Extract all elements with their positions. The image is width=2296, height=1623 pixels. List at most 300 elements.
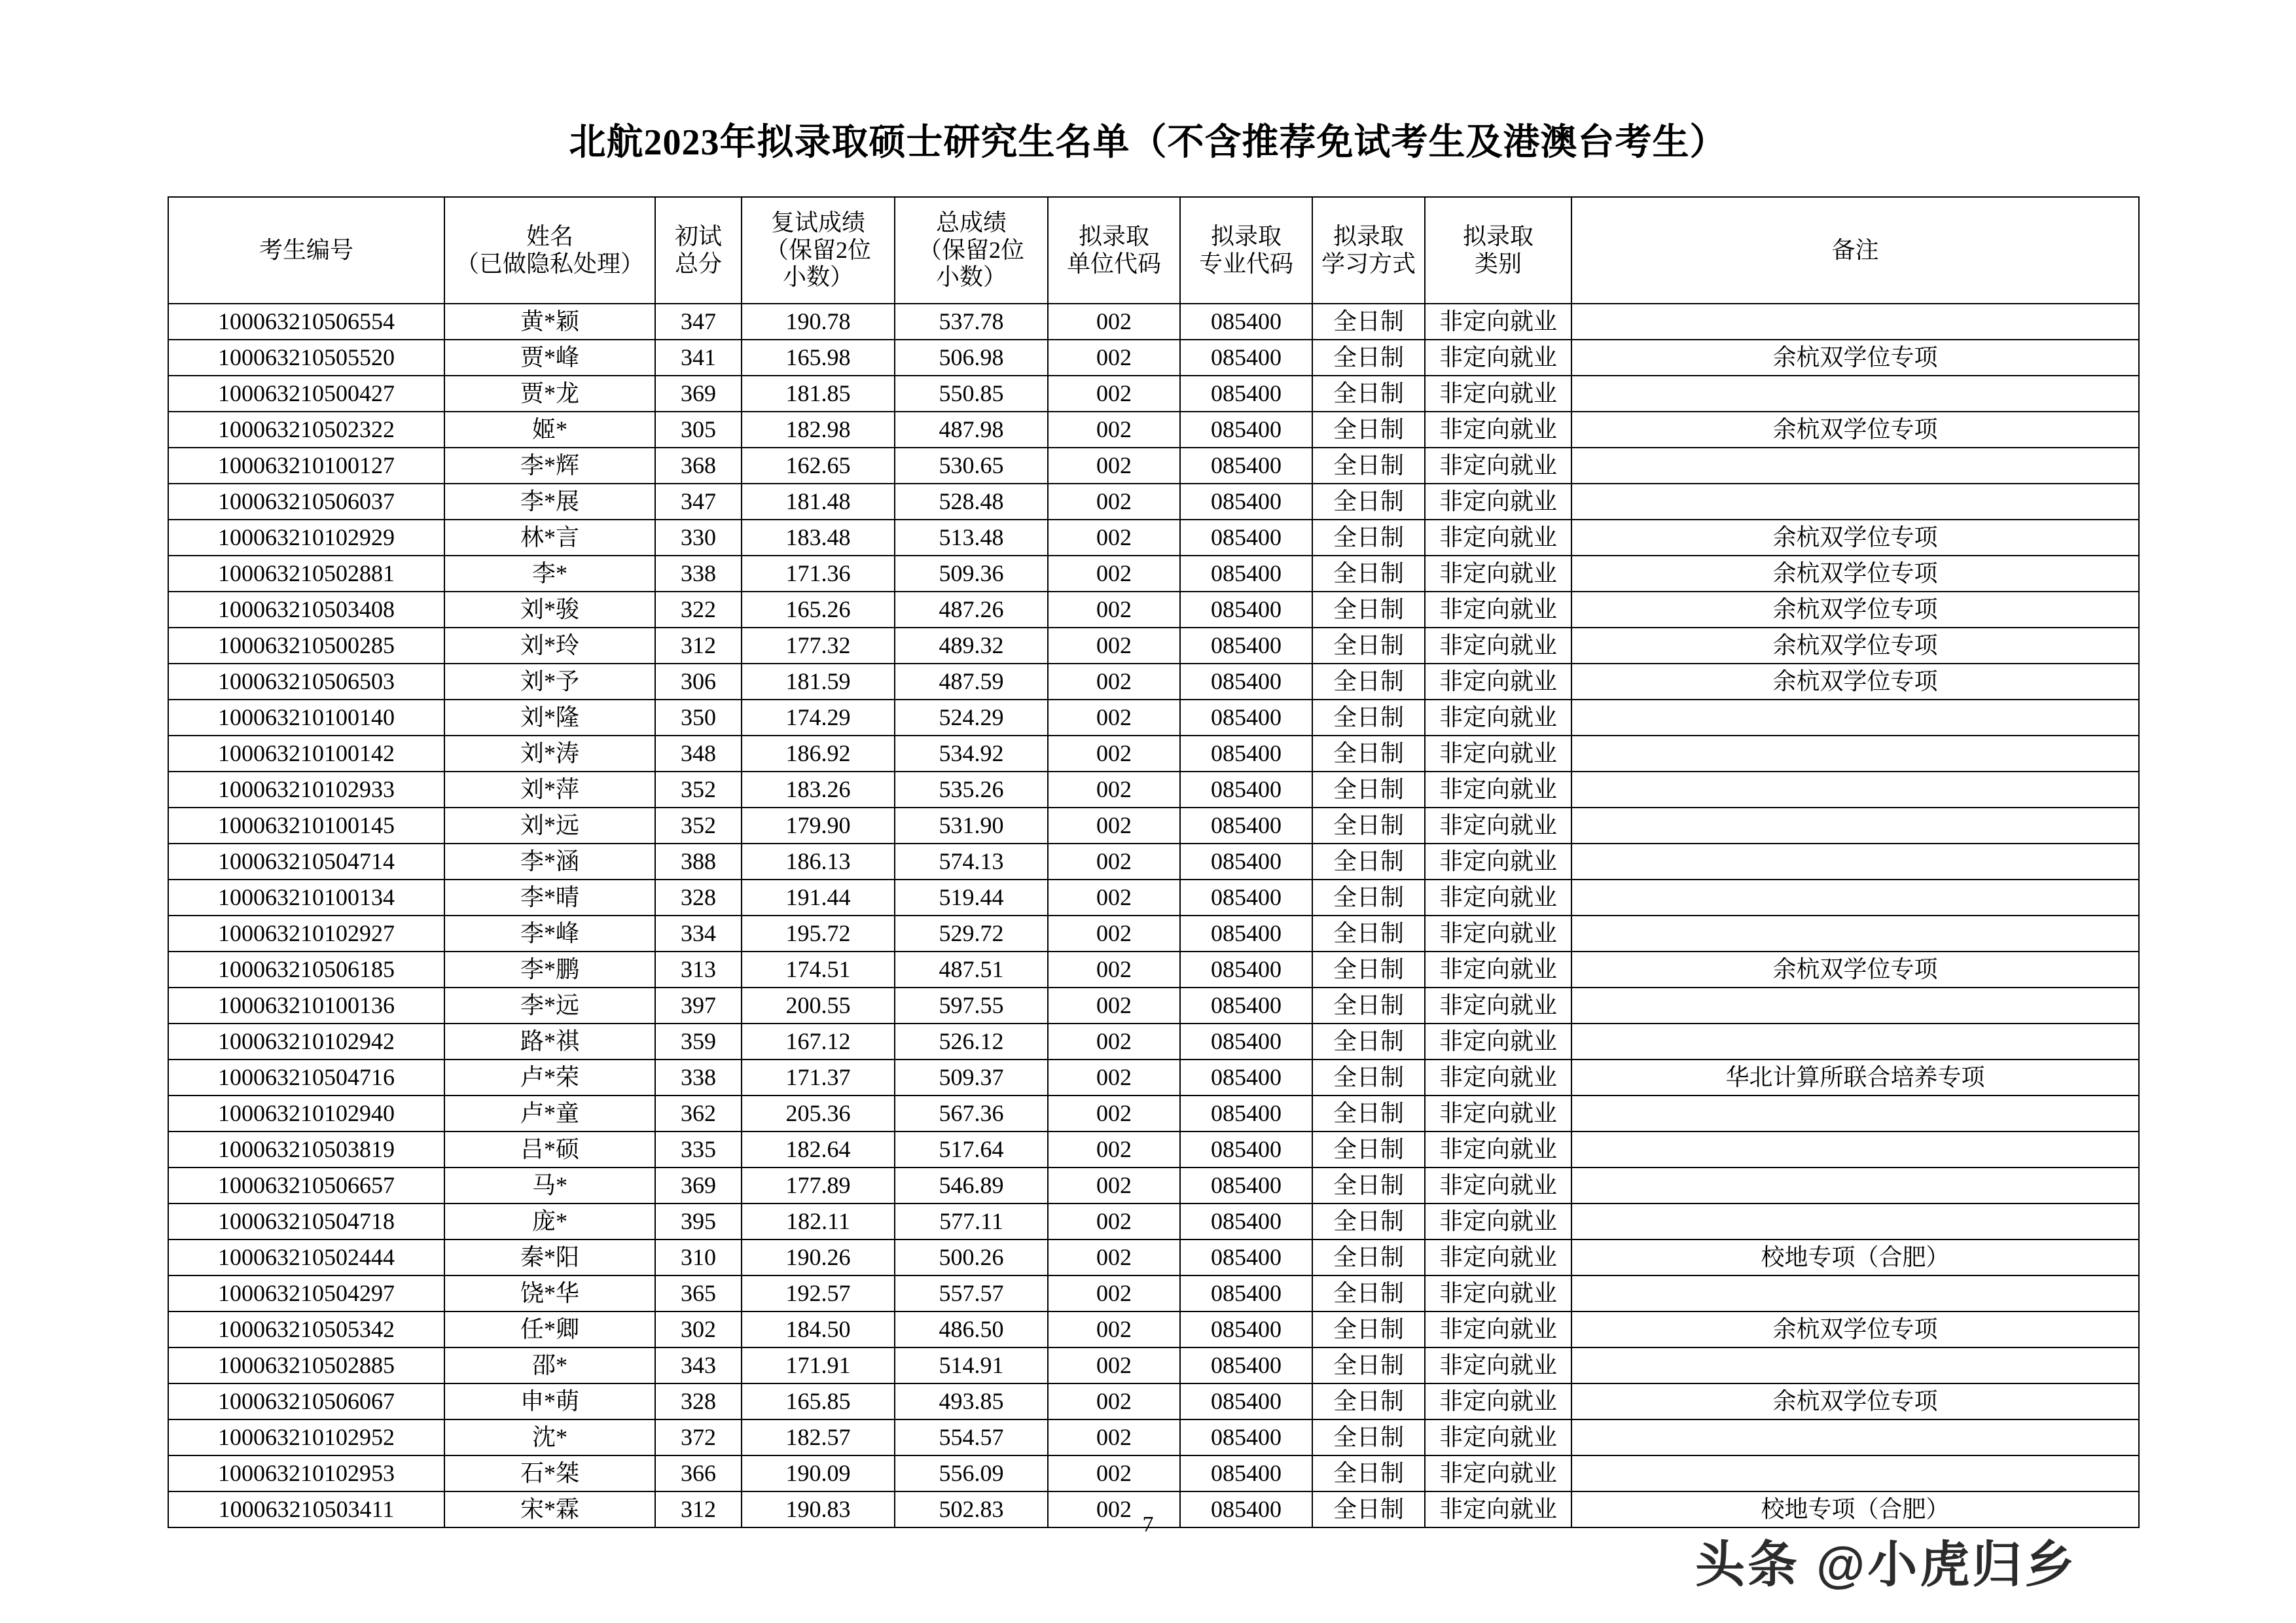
cell-study-mode: 全日制 <box>1312 1455 1425 1491</box>
cell-total-score: 529.72 <box>895 916 1048 952</box>
cell-study-mode: 全日制 <box>1312 1311 1425 1347</box>
cell-remark <box>1571 1275 2139 1311</box>
mode-label-line1: 拟录取 <box>1333 223 1404 249</box>
column-header-study-mode <box>1312 197 1425 304</box>
cell-candidate-id: 100063210503411 <box>168 1491 444 1527</box>
cell-major-code: 085400 <box>1180 412 1312 448</box>
cell-remark <box>1571 772 2139 808</box>
column-header-name <box>444 197 655 304</box>
cell-total-score: 577.11 <box>895 1204 1048 1240</box>
cell-retest-score: 174.51 <box>742 952 895 988</box>
cell-category: 非定向就业 <box>1425 556 1571 592</box>
cell-name: 刘*骏 <box>444 592 655 628</box>
table-row <box>168 376 2139 412</box>
cell-unit-code: 002 <box>1048 1096 1180 1132</box>
cell-category: 非定向就业 <box>1425 916 1571 952</box>
cell-name: 李* <box>444 556 655 592</box>
cell-total-score: 550.85 <box>895 376 1048 412</box>
cell-name: 卢*童 <box>444 1096 655 1132</box>
cell-candidate-id: 100063210102942 <box>168 1024 444 1060</box>
cell-candidate-id: 100063210500427 <box>168 376 444 412</box>
cell-retest-score: 186.13 <box>742 844 895 880</box>
cell-candidate-id: 100063210503819 <box>168 1132 444 1168</box>
cell-major-code: 085400 <box>1180 1491 1312 1527</box>
cell-name: 李*辉 <box>444 448 655 484</box>
cell-remark <box>1571 988 2139 1024</box>
cell-unit-code: 002 <box>1048 1275 1180 1311</box>
cell-category: 非定向就业 <box>1425 1275 1571 1311</box>
cell-candidate-id: 100063210100134 <box>168 880 444 916</box>
cell-study-mode: 全日制 <box>1312 304 1425 340</box>
table-row <box>168 1060 2139 1096</box>
cell-major-code: 085400 <box>1180 304 1312 340</box>
cell-total-score: 489.32 <box>895 628 1048 664</box>
total-label-line1: 总成绩 <box>935 209 1007 236</box>
cell-study-mode: 全日制 <box>1312 700 1425 736</box>
cell-major-code: 085400 <box>1180 1024 1312 1060</box>
cell-name: 黄*颖 <box>444 304 655 340</box>
cell-retest-score: 171.37 <box>742 1060 895 1096</box>
cell-study-mode: 全日制 <box>1312 1491 1425 1527</box>
cell-candidate-id: 100063210505520 <box>168 340 444 376</box>
cell-study-mode: 全日制 <box>1312 1275 1425 1311</box>
cell-major-code: 085400 <box>1180 1096 1312 1132</box>
total-label-line2: （保留2位 <box>918 236 1024 263</box>
cell-study-mode: 全日制 <box>1312 448 1425 484</box>
cell-candidate-id: 100063210100140 <box>168 700 444 736</box>
cell-candidate-id: 100063210100127 <box>168 448 444 484</box>
cell-category: 非定向就业 <box>1425 1491 1571 1527</box>
cell-category: 非定向就业 <box>1425 304 1571 340</box>
cell-total-score: 506.98 <box>895 340 1048 376</box>
cell-retest-score: 184.50 <box>742 1311 895 1347</box>
cell-study-mode: 全日制 <box>1312 484 1425 520</box>
table-row <box>168 340 2139 376</box>
cell-unit-code: 002 <box>1048 772 1180 808</box>
table-row <box>168 1132 2139 1168</box>
cell-name: 沈* <box>444 1419 655 1455</box>
cell-name: 刘*隆 <box>444 700 655 736</box>
column-header-candidate-id <box>168 197 444 304</box>
table-row <box>168 1455 2139 1491</box>
cell-retest-score: 171.91 <box>742 1347 895 1383</box>
cell-study-mode: 全日制 <box>1312 412 1425 448</box>
table-body <box>168 304 2139 1527</box>
cell-candidate-id: 100063210100145 <box>168 808 444 844</box>
cell-category: 非定向就业 <box>1425 592 1571 628</box>
cell-candidate-id: 100063210102940 <box>168 1096 444 1132</box>
cell-major-code: 085400 <box>1180 376 1312 412</box>
cell-retest-score: 190.26 <box>742 1240 895 1275</box>
cell-remark: 校地专项（合肥） <box>1571 1491 2139 1527</box>
cell-candidate-id: 100063210504718 <box>168 1204 444 1240</box>
cell-remark: 余杭双学位专项 <box>1571 340 2139 376</box>
cell-category: 非定向就业 <box>1425 1419 1571 1455</box>
cell-name: 李*鹏 <box>444 952 655 988</box>
cell-retest-score: 181.59 <box>742 664 895 700</box>
table-row <box>168 916 2139 952</box>
cell-prelim-score: 359 <box>655 1024 742 1060</box>
cell-study-mode: 全日制 <box>1312 916 1425 952</box>
cell-name: 刘*涛 <box>444 736 655 772</box>
cell-prelim-score: 312 <box>655 1491 742 1527</box>
cell-total-score: 537.78 <box>895 304 1048 340</box>
cell-category: 非定向就业 <box>1425 448 1571 484</box>
cell-candidate-id: 100063210502881 <box>168 556 444 592</box>
cell-category: 非定向就业 <box>1425 376 1571 412</box>
cell-candidate-id: 100063210506554 <box>168 304 444 340</box>
cell-prelim-score: 338 <box>655 1060 742 1096</box>
cell-major-code: 085400 <box>1180 1311 1312 1347</box>
cell-name: 邵* <box>444 1347 655 1383</box>
cell-category: 非定向就业 <box>1425 880 1571 916</box>
cell-major-code: 085400 <box>1180 628 1312 664</box>
cell-study-mode: 全日制 <box>1312 1096 1425 1132</box>
cell-study-mode: 全日制 <box>1312 1347 1425 1383</box>
cell-major-code: 085400 <box>1180 664 1312 700</box>
cell-remark <box>1571 448 2139 484</box>
cell-total-score: 528.48 <box>895 484 1048 520</box>
cell-retest-score: 182.11 <box>742 1204 895 1240</box>
cell-total-score: 493.85 <box>895 1383 1048 1419</box>
cell-remark <box>1571 736 2139 772</box>
cell-candidate-id: 100063210506185 <box>168 952 444 988</box>
cell-category: 非定向就业 <box>1425 1383 1571 1419</box>
table-row <box>168 1419 2139 1455</box>
cell-prelim-score: 305 <box>655 412 742 448</box>
cell-name: 卢*荣 <box>444 1060 655 1096</box>
column-header-category <box>1425 197 1571 304</box>
table-row <box>168 1168 2139 1204</box>
cell-major-code: 085400 <box>1180 916 1312 952</box>
cell-retest-score: 165.85 <box>742 1383 895 1419</box>
cell-name: 刘*予 <box>444 664 655 700</box>
cell-name: 任*卿 <box>444 1311 655 1347</box>
cell-remark <box>1571 808 2139 844</box>
cell-prelim-score: 350 <box>655 700 742 736</box>
cell-candidate-id: 100063210506657 <box>168 1168 444 1204</box>
cell-study-mode: 全日制 <box>1312 736 1425 772</box>
cell-candidate-id: 100063210504714 <box>168 844 444 880</box>
cell-study-mode: 全日制 <box>1312 880 1425 916</box>
table-row <box>168 1240 2139 1275</box>
cell-remark: 余杭双学位专项 <box>1571 556 2139 592</box>
cell-unit-code: 002 <box>1048 1491 1180 1527</box>
cell-total-score: 557.57 <box>895 1275 1048 1311</box>
cell-prelim-score: 369 <box>655 376 742 412</box>
table-row <box>168 952 2139 988</box>
cell-total-score: 556.09 <box>895 1455 1048 1491</box>
cell-study-mode: 全日制 <box>1312 1024 1425 1060</box>
cell-unit-code: 002 <box>1048 880 1180 916</box>
cell-name: 李*峰 <box>444 916 655 952</box>
cell-retest-score: 191.44 <box>742 880 895 916</box>
cell-total-score: 487.26 <box>895 592 1048 628</box>
cell-name: 刘*萍 <box>444 772 655 808</box>
cell-category: 非定向就业 <box>1425 844 1571 880</box>
admission-list-table-wrapper <box>168 196 2125 1528</box>
cell-retest-score: 177.89 <box>742 1168 895 1204</box>
prelim-label-line1: 初试 <box>674 223 722 249</box>
table-row <box>168 448 2139 484</box>
cell-category: 非定向就业 <box>1425 1168 1571 1204</box>
cell-candidate-id: 100063210100142 <box>168 736 444 772</box>
cell-prelim-score: 328 <box>655 880 742 916</box>
name-label-line1: 姓名 <box>526 223 573 249</box>
cell-major-code: 085400 <box>1180 520 1312 556</box>
cell-prelim-score: 341 <box>655 340 742 376</box>
cell-prelim-score: 312 <box>655 628 742 664</box>
cell-name: 宋*霖 <box>444 1491 655 1527</box>
table-row <box>168 988 2139 1024</box>
cell-study-mode: 全日制 <box>1312 520 1425 556</box>
cell-candidate-id: 100063210506037 <box>168 484 444 520</box>
cell-major-code: 085400 <box>1180 1383 1312 1419</box>
cell-prelim-score: 335 <box>655 1132 742 1168</box>
cell-category: 非定向就业 <box>1425 1132 1571 1168</box>
cell-name: 饶*华 <box>444 1275 655 1311</box>
cell-total-score: 524.29 <box>895 700 1048 736</box>
category-label-line2: 类别 <box>1474 250 1522 277</box>
cell-study-mode: 全日制 <box>1312 1060 1425 1096</box>
cell-category: 非定向就业 <box>1425 700 1571 736</box>
cell-major-code: 085400 <box>1180 952 1312 988</box>
cell-retest-score: 165.26 <box>742 592 895 628</box>
cell-name: 贾*龙 <box>444 376 655 412</box>
cell-unit-code: 002 <box>1048 700 1180 736</box>
cell-category: 非定向就业 <box>1425 1455 1571 1491</box>
cell-remark <box>1571 304 2139 340</box>
cell-study-mode: 全日制 <box>1312 1383 1425 1419</box>
table-row <box>168 556 2139 592</box>
cell-major-code: 085400 <box>1180 1168 1312 1204</box>
cell-prelim-score: 352 <box>655 772 742 808</box>
column-header-retest-score <box>742 197 895 304</box>
table-row <box>168 1024 2139 1060</box>
cell-unit-code: 002 <box>1048 448 1180 484</box>
cell-retest-score: 181.85 <box>742 376 895 412</box>
cell-unit-code: 002 <box>1048 952 1180 988</box>
cell-remark <box>1571 1132 2139 1168</box>
cell-major-code: 085400 <box>1180 1240 1312 1275</box>
cell-major-code: 085400 <box>1180 844 1312 880</box>
cell-study-mode: 全日制 <box>1312 952 1425 988</box>
cell-unit-code: 002 <box>1048 736 1180 772</box>
cell-retest-score: 181.48 <box>742 484 895 520</box>
cell-retest-score: 183.48 <box>742 520 895 556</box>
cell-retest-score: 167.12 <box>742 1024 895 1060</box>
cell-major-code: 085400 <box>1180 1204 1312 1240</box>
cell-name: 林*言 <box>444 520 655 556</box>
cell-name: 李*涵 <box>444 844 655 880</box>
cell-study-mode: 全日制 <box>1312 1168 1425 1204</box>
cell-study-mode: 全日制 <box>1312 1240 1425 1275</box>
cell-total-score: 546.89 <box>895 1168 1048 1204</box>
cell-retest-score: 195.72 <box>742 916 895 952</box>
cell-unit-code: 002 <box>1048 988 1180 1024</box>
cell-name: 石*桀 <box>444 1455 655 1491</box>
cell-retest-score: 190.09 <box>742 1455 895 1491</box>
cell-major-code: 085400 <box>1180 772 1312 808</box>
cell-unit-code: 002 <box>1048 412 1180 448</box>
cell-prelim-score: 302 <box>655 1311 742 1347</box>
cell-unit-code: 002 <box>1048 1311 1180 1347</box>
cell-category: 非定向就业 <box>1425 1204 1571 1240</box>
cell-prelim-score: 347 <box>655 304 742 340</box>
cell-major-code: 085400 <box>1180 808 1312 844</box>
cell-remark: 余杭双学位专项 <box>1571 520 2139 556</box>
cell-retest-score: 179.90 <box>742 808 895 844</box>
cell-remark <box>1571 880 2139 916</box>
cell-retest-score: 182.64 <box>742 1132 895 1168</box>
cell-unit-code: 002 <box>1048 808 1180 844</box>
cell-unit-code: 002 <box>1048 340 1180 376</box>
cell-category: 非定向就业 <box>1425 520 1571 556</box>
cell-candidate-id: 100063210505342 <box>168 1311 444 1347</box>
table-row <box>168 1275 2139 1311</box>
cell-study-mode: 全日制 <box>1312 772 1425 808</box>
table-row <box>168 772 2139 808</box>
page-number: 7 <box>1142 1512 1154 1537</box>
cell-prelim-score: 372 <box>655 1419 742 1455</box>
cell-unit-code: 002 <box>1048 1455 1180 1491</box>
cell-category: 非定向就业 <box>1425 628 1571 664</box>
cell-major-code: 085400 <box>1180 988 1312 1024</box>
cell-prelim-score: 362 <box>655 1096 742 1132</box>
cell-study-mode: 全日制 <box>1312 988 1425 1024</box>
cell-study-mode: 全日制 <box>1312 1204 1425 1240</box>
mode-label-line2: 学习方式 <box>1321 250 1416 277</box>
cell-candidate-id: 100063210503408 <box>168 592 444 628</box>
table-row <box>168 304 2139 340</box>
cell-category: 非定向就业 <box>1425 772 1571 808</box>
table-row <box>168 628 2139 664</box>
cell-study-mode: 全日制 <box>1312 808 1425 844</box>
table-row <box>168 1204 2139 1240</box>
cell-study-mode: 全日制 <box>1312 664 1425 700</box>
cell-candidate-id: 100063210100136 <box>168 988 444 1024</box>
cell-prelim-score: 330 <box>655 520 742 556</box>
cell-remark <box>1571 376 2139 412</box>
cell-prelim-score: 338 <box>655 556 742 592</box>
cell-name: 吕*硕 <box>444 1132 655 1168</box>
cell-name: 刘*玲 <box>444 628 655 664</box>
cell-retest-score: 205.36 <box>742 1096 895 1132</box>
cell-major-code: 085400 <box>1180 880 1312 916</box>
cell-retest-score: 182.98 <box>742 412 895 448</box>
cell-prelim-score: 388 <box>655 844 742 880</box>
cell-remark: 余杭双学位专项 <box>1571 664 2139 700</box>
table-row <box>168 736 2139 772</box>
cell-total-score: 574.13 <box>895 844 1048 880</box>
cell-unit-code: 002 <box>1048 844 1180 880</box>
cell-remark <box>1571 844 2139 880</box>
cell-name: 路*祺 <box>444 1024 655 1060</box>
cell-major-code: 085400 <box>1180 736 1312 772</box>
table-row <box>168 880 2139 916</box>
cell-candidate-id: 100063210102953 <box>168 1455 444 1491</box>
cell-total-score: 487.51 <box>895 952 1048 988</box>
cell-study-mode: 全日制 <box>1312 1419 1425 1455</box>
cell-major-code: 085400 <box>1180 484 1312 520</box>
cell-major-code: 085400 <box>1180 1455 1312 1491</box>
cell-remark <box>1571 484 2139 520</box>
cell-retest-score: 182.57 <box>742 1419 895 1455</box>
cell-remark <box>1571 700 2139 736</box>
cell-total-score: 531.90 <box>895 808 1048 844</box>
cell-total-score: 502.83 <box>895 1491 1048 1527</box>
candidate-id-label: 考生编号 <box>259 236 353 263</box>
cell-name: 李*远 <box>444 988 655 1024</box>
cell-prelim-score: 334 <box>655 916 742 952</box>
cell-category: 非定向就业 <box>1425 1311 1571 1347</box>
cell-prelim-score: 365 <box>655 1275 742 1311</box>
cell-total-score: 597.55 <box>895 988 1048 1024</box>
cell-unit-code: 002 <box>1048 1419 1180 1455</box>
cell-study-mode: 全日制 <box>1312 1132 1425 1168</box>
cell-prelim-score: 397 <box>655 988 742 1024</box>
cell-category: 非定向就业 <box>1425 952 1571 988</box>
unit-label-line1: 拟录取 <box>1078 223 1149 249</box>
cell-remark <box>1571 1096 2139 1132</box>
admission-list-table <box>168 196 2140 1528</box>
cell-prelim-score: 347 <box>655 484 742 520</box>
column-header-remark <box>1571 197 2139 304</box>
cell-remark: 余杭双学位专项 <box>1571 412 2139 448</box>
cell-candidate-id: 100063210504716 <box>168 1060 444 1096</box>
cell-unit-code: 002 <box>1048 1132 1180 1168</box>
cell-candidate-id: 100063210502885 <box>168 1347 444 1383</box>
cell-retest-score: 183.26 <box>742 772 895 808</box>
cell-category: 非定向就业 <box>1425 988 1571 1024</box>
cell-name: 申*萌 <box>444 1383 655 1419</box>
cell-study-mode: 全日制 <box>1312 556 1425 592</box>
cell-unit-code: 002 <box>1048 1168 1180 1204</box>
cell-category: 非定向就业 <box>1425 1240 1571 1275</box>
major-label-line2: 专业代码 <box>1198 250 1293 277</box>
cell-major-code: 085400 <box>1180 1132 1312 1168</box>
cell-category: 非定向就业 <box>1425 664 1571 700</box>
cell-candidate-id: 100063210502322 <box>168 412 444 448</box>
name-label-line2: （已做隐私处理） <box>455 250 644 277</box>
table-row <box>168 1347 2139 1383</box>
cell-major-code: 085400 <box>1180 700 1312 736</box>
cell-retest-score: 192.57 <box>742 1275 895 1311</box>
cell-unit-code: 002 <box>1048 1024 1180 1060</box>
cell-remark: 余杭双学位专项 <box>1571 1311 2139 1347</box>
cell-remark: 余杭双学位专项 <box>1571 952 2139 988</box>
cell-retest-score: 186.92 <box>742 736 895 772</box>
cell-candidate-id: 100063210102927 <box>168 916 444 952</box>
cell-retest-score: 162.65 <box>742 448 895 484</box>
remark-label: 备注 <box>1831 236 1879 263</box>
cell-name: 李*晴 <box>444 880 655 916</box>
retest-label-line3: 小数） <box>782 264 853 291</box>
cell-retest-score: 200.55 <box>742 988 895 1024</box>
cell-candidate-id: 100063210102952 <box>168 1419 444 1455</box>
table-row <box>168 664 2139 700</box>
cell-retest-score: 174.29 <box>742 700 895 736</box>
cell-major-code: 085400 <box>1180 592 1312 628</box>
cell-remark <box>1571 1204 2139 1240</box>
cell-major-code: 085400 <box>1180 1419 1312 1455</box>
total-label-line3: 小数） <box>935 264 1007 291</box>
table-row <box>168 484 2139 520</box>
cell-candidate-id: 100063210102929 <box>168 520 444 556</box>
cell-major-code: 085400 <box>1180 1275 1312 1311</box>
cell-category: 非定向就业 <box>1425 1096 1571 1132</box>
cell-prelim-score: 348 <box>655 736 742 772</box>
